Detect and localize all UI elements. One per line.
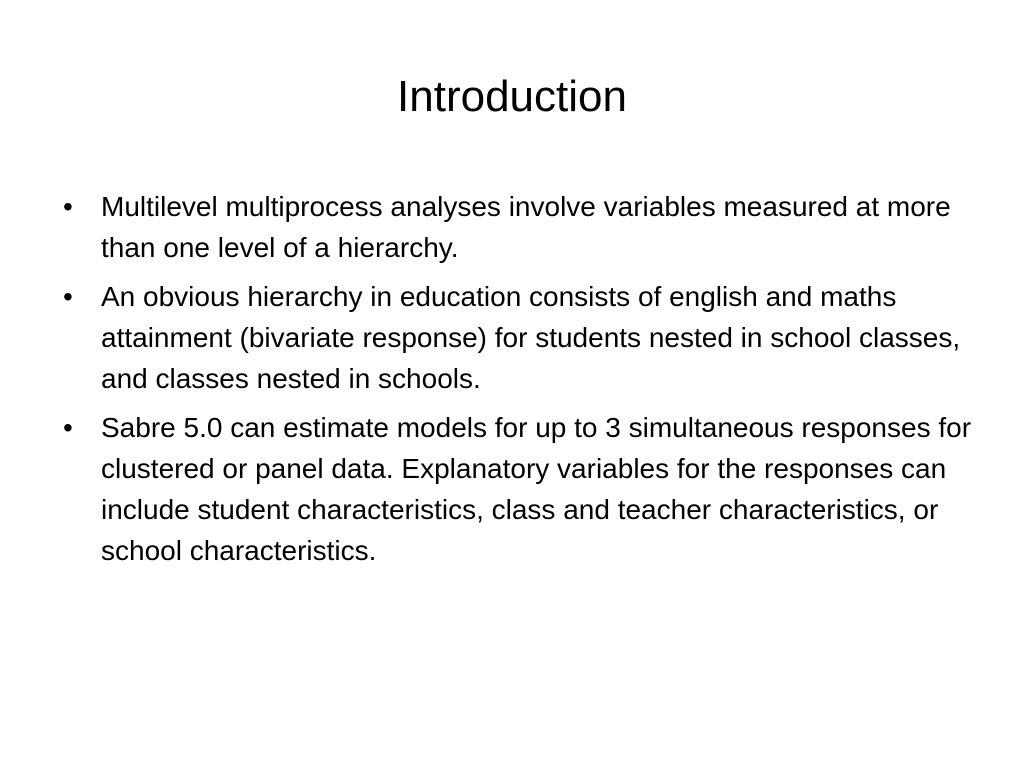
bullet-marker: • [63,191,73,222]
bullet-item-multilevel [57,186,977,268]
bullet-text: An obvious hierarchy in education consists of english and maths attainment (bivariate response) for students nested in school classes, and classes nested in schools. [101,281,961,394]
slide-title: Introduction [397,72,627,121]
bullet-marker: • [63,412,73,443]
bullet-item-sabre [57,407,977,571]
bullet-text: Sabre 5.0 can estimate models for up to 3 simultaneous responses for clustered or panel data. Explanatory variables for the responses can include student characteristics, class and teacher characteristics, or school characteristics. [101,412,972,566]
bullet-item-hierarchy [57,276,977,399]
bullet-text: Multilevel multiprocess analyses involve variables measured at more than one level of a hierarchy. [101,191,951,263]
bullet-marker: • [63,281,73,312]
bullet-list [57,186,977,579]
